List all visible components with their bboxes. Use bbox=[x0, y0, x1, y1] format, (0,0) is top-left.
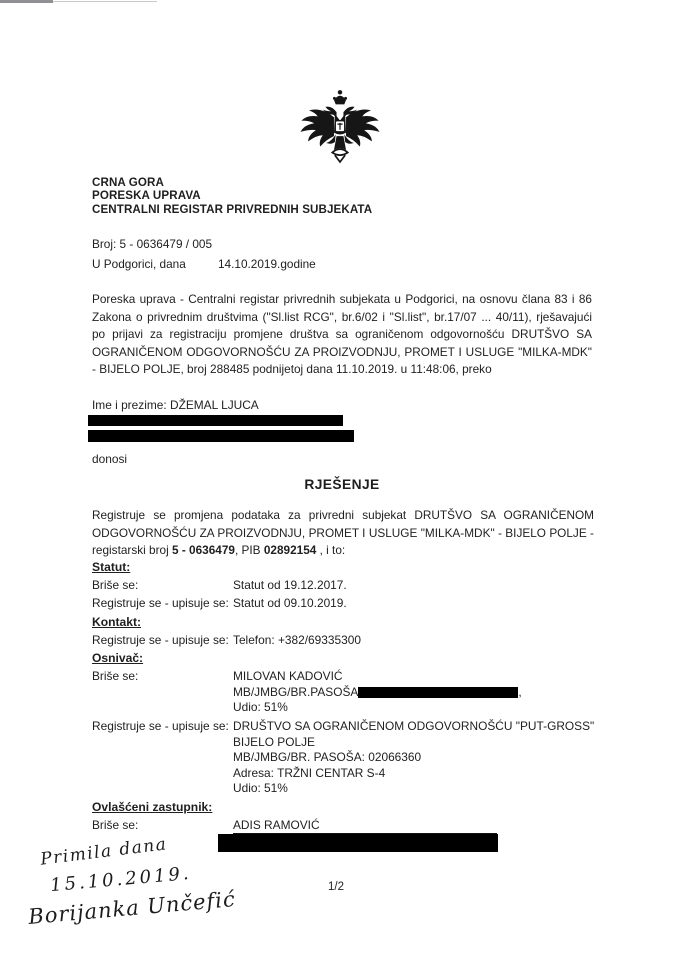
section bbox=[92, 560, 597, 612]
value-line: Statut od 19.12.2017. bbox=[233, 577, 347, 592]
document-number-line: Broj: 5 - 0636479 / 005 bbox=[92, 237, 213, 251]
value-line: Udio: 51% bbox=[233, 781, 288, 796]
submitter-label: Ime i prezime: bbox=[92, 398, 167, 412]
row-label: Registruje se - upisuje se: bbox=[92, 596, 229, 611]
value-line: ADIS RAMOVIĆ bbox=[233, 818, 497, 835]
sections bbox=[92, 558, 597, 855]
issuer-block bbox=[92, 176, 372, 216]
change-row bbox=[92, 719, 597, 797]
handwritten-signature: Borijanka Unčefić bbox=[27, 886, 237, 930]
value-line: Statut od 09.10.2019. bbox=[233, 596, 347, 611]
value-line: MB/JMBG/BR.PASOŠA , bbox=[233, 684, 522, 699]
decision-text-1: Registruje se promjena podataka za privredni subjekat DRUTŠVO SA OGRANIČENOM ODGOVORNOŠĆU ZA PROIZVODNJU, PROMET I USLUGE "MILKA-MDK" - BIJELO POLJE - registarski broj bbox=[92, 508, 594, 557]
redaction-bar bbox=[88, 430, 354, 442]
decision-text-2: , PIB bbox=[234, 543, 264, 557]
row-value bbox=[233, 669, 597, 716]
row-value bbox=[233, 596, 597, 612]
row-label: Briše se: bbox=[92, 817, 139, 832]
change-row bbox=[92, 578, 597, 594]
row-value bbox=[233, 633, 597, 649]
handwritten-received-note: Primila dana bbox=[39, 834, 169, 870]
page-number: 1/2 bbox=[328, 881, 344, 893]
row-label: Briše se: bbox=[92, 669, 139, 684]
scan-artifact-line bbox=[0, 0, 53, 3]
issuer-registry: CENTRALNI REGISTAR PRIVREDNIH SUBJEKATA bbox=[92, 202, 373, 216]
value-line: DRUŠTVO SA OGRANIČENOM ODGOVORNOŠĆU "PUT-GROSS" bbox=[233, 718, 595, 733]
place-label: U Podgorici, dana bbox=[92, 257, 186, 271]
change-row bbox=[92, 633, 597, 649]
submitter-line bbox=[92, 398, 259, 412]
row-value bbox=[233, 818, 597, 853]
donosi-line: donosi bbox=[92, 452, 128, 466]
issuer-country: CRNA GORA bbox=[92, 176, 164, 189]
redaction-bar bbox=[218, 834, 498, 852]
section-title: Osnivač: bbox=[92, 651, 144, 666]
row-label: Registruje se - upisuje se: bbox=[92, 718, 229, 733]
section bbox=[92, 800, 597, 852]
decision-text-3: , i to: bbox=[316, 543, 346, 557]
issuer-agency: PORESKA UPRAVA bbox=[92, 189, 201, 203]
value-line bbox=[233, 834, 597, 852]
value-line: Udio: 51% bbox=[233, 700, 288, 715]
change-row bbox=[92, 669, 597, 716]
issue-date: 14.10.2019.godine bbox=[218, 257, 316, 271]
change-row bbox=[92, 596, 597, 612]
section-title: Ovlašćeni zastupnik: bbox=[92, 799, 213, 814]
value-line: Adresa: TRŽNI CENTAR S-4 bbox=[233, 765, 386, 780]
handwritten-date: 15.10.2019. bbox=[49, 862, 193, 897]
row-value bbox=[233, 578, 597, 594]
section-title: Kontakt: bbox=[92, 614, 142, 629]
section-title: Statut: bbox=[92, 560, 131, 574]
scan-artifact-line-faint bbox=[53, 1, 157, 2]
submitter-name: DŽEMAL LJUCA bbox=[169, 398, 259, 412]
section bbox=[92, 615, 597, 648]
value-line: MILOVAN KADOVIĆ bbox=[233, 669, 343, 684]
value-line: Telefon: +382/69335300 bbox=[233, 632, 361, 647]
row-label: Briše se: bbox=[92, 577, 139, 592]
redaction-bar bbox=[88, 415, 343, 426]
registry-number: 5 - 0636479 bbox=[171, 543, 235, 557]
intro-paragraph: Poreska uprava - Centralni registar privrednih subjekata u Podgorici, na osnovu člana 83 i 86 Zakona o privrednim društvima ("Sl.list RCG", br.6/02 i "Sl.list", br.17/07 ... 40/11), rješavajući po prijavi za registraciju promjene društva sa ograničenom odgovornošću DRUTŠVO SA OGRANIČENOM ODGOVORNOŠĆU ZA PROIZVODNJU, PROMET I USLUGE "MILKA-MDK" - BIJELO POLJE, broj 288485 podnijetoj dana 11.10.2019. u 11:48:06, preko bbox=[92, 292, 592, 376]
section bbox=[92, 651, 597, 797]
decision-paragraph bbox=[92, 507, 594, 560]
row-label: Registruje se - upisuje se: bbox=[92, 632, 229, 647]
row-value bbox=[233, 719, 597, 797]
place-date-line bbox=[92, 257, 316, 271]
decision-title: RJEŠENJE bbox=[304, 477, 380, 492]
redaction-bar bbox=[358, 687, 518, 698]
value-line: BIJELO POLJE bbox=[233, 734, 315, 749]
value-line: MB/JMBG/BR. PASOŠA: 02066360 bbox=[233, 750, 422, 765]
montenegro-coat-of-arms-icon bbox=[297, 88, 383, 174]
pib-number: 02892154 bbox=[263, 543, 317, 557]
